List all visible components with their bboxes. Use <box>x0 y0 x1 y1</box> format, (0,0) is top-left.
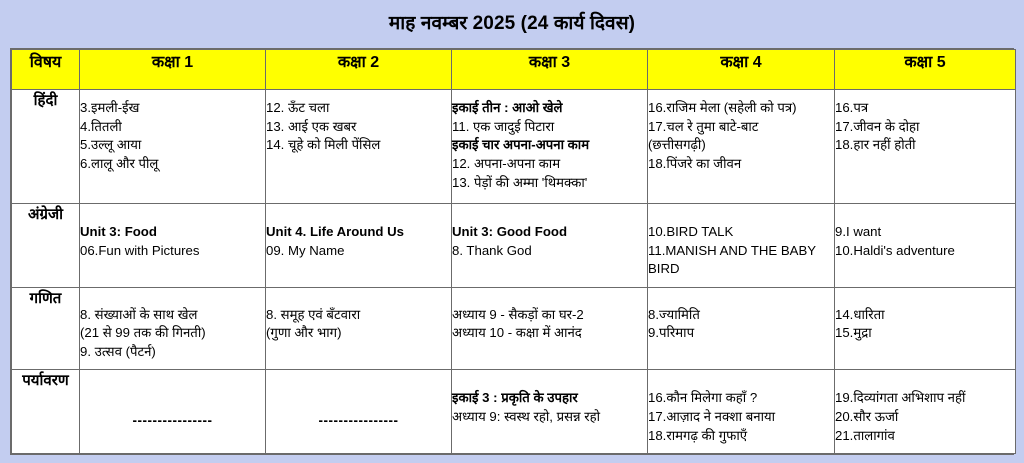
cell-lines <box>835 99 1015 155</box>
cell-line: Unit 3: Food <box>80 223 157 239</box>
cell-lines <box>266 389 451 430</box>
cell-line: 20.सौर ऊर्जा <box>835 408 899 424</box>
cell-lines <box>80 389 265 430</box>
cell-line: Unit 3: Good Food <box>452 223 567 239</box>
cell-english-class3 <box>452 203 648 287</box>
cell-line: 12. अपना-अपना काम <box>452 156 561 172</box>
cell-hindi-class4 <box>648 90 835 204</box>
cell-lines <box>80 223 265 260</box>
cell-line: Unit 4. Life Around Us <box>266 223 404 239</box>
cell-lines <box>835 389 1015 445</box>
column-header-class5: कक्षा 5 <box>835 50 1016 90</box>
cell-line: 3.इमली-ईख <box>80 100 140 115</box>
cell-line: 14. चूहे को मिली पेंसिल <box>266 137 381 153</box>
table-row <box>12 287 1016 370</box>
page-title-bar <box>0 0 1024 44</box>
column-header-class1: कक्षा 1 <box>80 50 266 90</box>
cell-math-class1 <box>80 287 266 370</box>
cell-english-class4 <box>648 203 835 287</box>
cell-line: अध्याय 10 - कक्षा में आनंद <box>452 325 582 341</box>
cell-line: 6.लालू और पीलू <box>80 156 159 172</box>
cell-evs-class1 <box>80 370 266 454</box>
cell-line: 09. My Name <box>266 242 345 258</box>
cell-english-class5 <box>835 203 1016 287</box>
table-row <box>12 90 1016 204</box>
page-title: माह नवम्बर 2025 (24 कार्य दिवस) <box>388 13 636 34</box>
cell-lines <box>835 223 1015 260</box>
cell-line: अध्याय 9 - सैकड़ों का घर-2 <box>452 306 584 322</box>
cell-lines <box>648 389 834 445</box>
cell-line: (छत्तीसगढ़ी) <box>648 137 706 153</box>
cell-line: (गुणा और भाग) <box>266 325 342 341</box>
table-row <box>12 370 1016 454</box>
cell-lines <box>648 306 834 343</box>
table-body <box>12 90 1016 454</box>
cell-lines <box>452 306 647 343</box>
cell-english-class1 <box>80 203 266 287</box>
cell-line: 9.I want <box>835 223 882 239</box>
cell-line: 17.चल रे तुमा बाटे-बाट <box>648 118 759 134</box>
subject-label: पर्यावरण <box>12 370 80 454</box>
cell-line: 17.जीवन के दोहा <box>835 118 920 134</box>
cell-line: 14.धारिता <box>835 306 885 322</box>
cell-math-class5 <box>835 287 1016 370</box>
cell-line: 8. संख्याओं के साथ खेल <box>80 306 198 322</box>
cell-evs-class3 <box>452 370 648 454</box>
cell-math-class4 <box>648 287 835 370</box>
cell-hindi-class1 <box>80 90 266 204</box>
cell-line: 16.पत्र <box>835 100 869 115</box>
cell-line: 18.रामगढ़ की गुफाएँ <box>648 427 748 443</box>
cell-line: 4.तितली <box>80 118 122 134</box>
cell-line: 11.MANISH AND THE BABY BIRD <box>648 242 816 277</box>
syllabus-table <box>11 49 1016 454</box>
cell-lines <box>648 223 834 279</box>
cell-lines <box>452 99 647 193</box>
cell-line: 11. एक जादुई पिटारा <box>452 118 555 134</box>
cell-lines <box>835 306 1015 343</box>
header-row <box>12 50 1016 90</box>
cell-evs-class2 <box>266 370 452 454</box>
cell-line: 15.मुद्रा <box>835 325 872 341</box>
column-header-class3: कक्षा 3 <box>452 50 648 90</box>
cell-line: 19.दिव्यांगता अभिशाप नहीं <box>835 390 966 406</box>
subject-label: अंग्रेजी <box>12 203 80 287</box>
subject-label: गणित <box>12 287 80 370</box>
cell-math-class2 <box>266 287 452 370</box>
cell-lines <box>266 99 451 155</box>
cell-line: 21.तालागांव <box>835 427 895 443</box>
subject-label: हिंदी <box>12 90 80 204</box>
cell-lines <box>266 306 451 343</box>
cell-line: 10.BIRD TALK <box>648 223 734 239</box>
cell-line: (21 से 99 तक की गिनती) <box>80 325 206 341</box>
cell-lines <box>452 389 647 426</box>
cell-line: 9. उत्सव (पैटर्न) <box>80 344 156 360</box>
cell-line: 13. पेड़ों की अम्मा 'थिमक्का' <box>452 174 588 190</box>
cell-line: इकाई 3 : प्रकृति के उपहार <box>452 390 578 406</box>
cell-evs-class4 <box>648 370 835 454</box>
cell-line: 8. समूह एवं बँटवारा <box>266 306 361 322</box>
cell-line: इकाई तीन : आओ खेले <box>452 100 563 115</box>
cell-line: 18.पिंजरे का जीवन <box>648 156 742 172</box>
cell-line: 5.उल्लू आया <box>80 137 142 153</box>
cell-hindi-class3 <box>452 90 648 204</box>
cell-line: 18.हार नहीं होती <box>835 137 916 153</box>
cell-line: 10.Haldi's adventure <box>835 242 955 258</box>
cell-math-class3 <box>452 287 648 370</box>
syllabus-table-container <box>10 48 1014 455</box>
cell-line: 9.परिमाप <box>648 325 695 341</box>
cell-lines <box>452 223 647 260</box>
cell-lines <box>80 99 265 174</box>
placeholder-dashes: ---------------- <box>318 413 399 429</box>
cell-lines <box>80 306 265 362</box>
cell-line: 8.ज्यामिति <box>648 306 700 322</box>
cell-line: अध्याय 9: स्वस्थ रहो, प्रसन्न रहो <box>452 408 601 424</box>
cell-english-class2 <box>266 203 452 287</box>
table-row <box>12 203 1016 287</box>
cell-hindi-class2 <box>266 90 452 204</box>
cell-line: इकाई चार अपना-अपना काम <box>452 137 590 153</box>
cell-line: 06.Fun with Pictures <box>80 242 200 258</box>
cell-line: 8. Thank God <box>452 242 532 258</box>
cell-evs-class5 <box>835 370 1016 454</box>
cell-line: 12. ऊँट चला <box>266 100 330 115</box>
cell-line: 13. आई एक खबर <box>266 118 357 134</box>
column-header-class2: कक्षा 2 <box>266 50 452 90</box>
table-header <box>12 50 1016 90</box>
column-header-subject: विषय <box>12 50 80 90</box>
column-header-class4: कक्षा 4 <box>648 50 835 90</box>
cell-line: 16.राजिम मेला (सहेली को पत्र) <box>648 100 797 115</box>
cell-lines <box>648 99 834 174</box>
cell-line: 16.कौन मिलेगा कहाँ ? <box>648 390 758 406</box>
cell-lines <box>266 223 451 260</box>
placeholder-dashes: ---------------- <box>132 413 213 429</box>
cell-line: 17.आज़ाद ने नक्शा बनाया <box>648 408 776 424</box>
cell-hindi-class5 <box>835 90 1016 204</box>
